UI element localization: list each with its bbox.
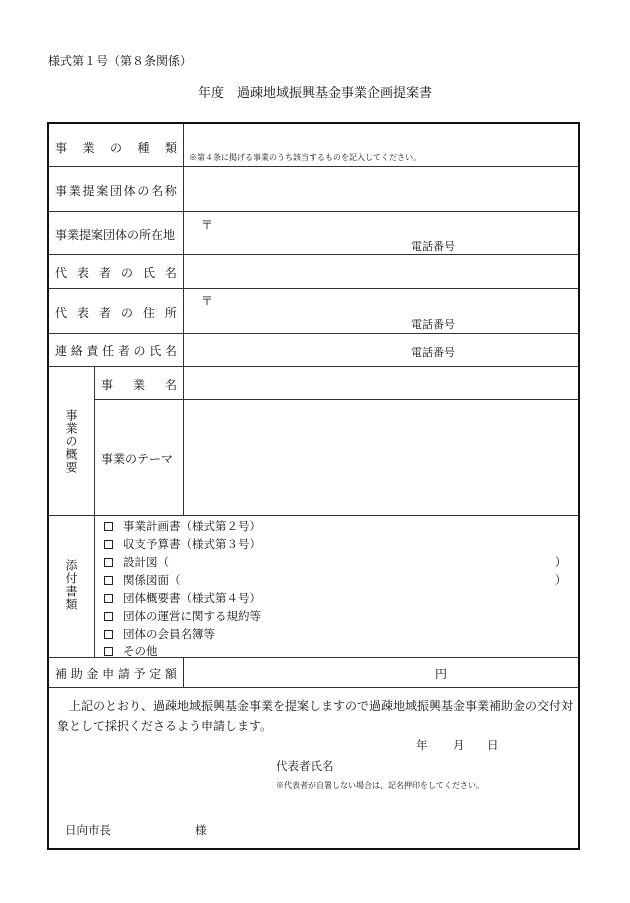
rep-name-input[interactable] (189, 258, 574, 284)
label-project-name: 事 業 名 (101, 378, 177, 392)
row-divider (49, 366, 578, 367)
subsidy-input[interactable] (189, 661, 429, 683)
date-day: 日 (487, 738, 499, 752)
row-divider (49, 333, 578, 334)
signature-input[interactable] (349, 756, 569, 774)
close-paren: ） (555, 573, 567, 587)
date-month: 月 (453, 738, 465, 752)
label-kind: 事 業 の 種 類 (55, 141, 177, 155)
attachment-item[interactable]: 団体概要書（様式第４号） (104, 590, 261, 606)
label-subsidy: 補 助 金 申 請 予 定 額 (55, 667, 177, 681)
proposal-form (47, 122, 580, 850)
attachment-item[interactable]: 収支予算書（様式第３号） (104, 536, 261, 552)
addressee-honorific: 様 (195, 823, 207, 837)
postal-mark: 〒 (201, 294, 214, 308)
attachment-item[interactable]: 設計図（ (104, 554, 169, 570)
column-divider (94, 366, 95, 657)
org-address-input[interactable] (219, 216, 574, 250)
checkbox[interactable] (104, 540, 113, 549)
phone-label: 電話番号 (411, 318, 455, 331)
org-name-input[interactable] (189, 172, 574, 206)
label-rep-name: 代 表 者 の 氏 名 (55, 266, 177, 280)
row-divider (49, 254, 578, 255)
checkbox[interactable] (104, 522, 113, 531)
column-divider (183, 657, 184, 687)
close-paren: ） (555, 555, 567, 569)
checkbox[interactable] (104, 612, 113, 621)
row-divider (49, 687, 578, 688)
project-name-input[interactable] (189, 370, 574, 395)
theme-input[interactable] (189, 404, 574, 510)
phone-label: 電話番号 (411, 346, 455, 359)
checkbox[interactable] (104, 558, 113, 567)
date-year: 年 (416, 738, 428, 752)
rep-address-input[interactable] (219, 292, 574, 328)
row-divider (49, 288, 578, 289)
postal-mark: 〒 (201, 218, 214, 232)
checkbox[interactable] (104, 630, 113, 639)
attachment-item[interactable]: その他 (104, 643, 158, 659)
phone-label: 電話番号 (411, 240, 455, 253)
page-title: 年度 過疎地域振興基金事業企画提案書 (197, 86, 432, 101)
signature-label: 代表者氏名 (276, 759, 334, 773)
label-org-address: 事業提案団体の所在地 (55, 228, 176, 242)
kind-input[interactable] (189, 128, 574, 148)
attachment-item[interactable]: 団体の会員名簿等 (104, 626, 215, 642)
declaration-text: 上記のとおり、過疎地域振興基金事業を提案しますので過疎地域振興基金事業補助金の交付対象として採択くださるよう申請します。 (57, 699, 574, 733)
attachment-item[interactable]: 事業計画書（様式第２号） (104, 518, 261, 534)
label-contact: 連 絡 責 任 者 の 氏 名 (55, 344, 177, 358)
column-divider (183, 124, 184, 366)
attachment-item[interactable]: 団体の運営に関する規約等 (104, 608, 261, 624)
checkbox[interactable] (104, 576, 113, 585)
label-org-name: 事 業 提 案 団 体 の 名 称 (55, 184, 177, 198)
label-theme: 事業のテーマ (101, 452, 174, 466)
kind-note: ※第４条に掲げる事業のうち該当するものを記入してください。 (189, 153, 421, 162)
signature-note: ※代表者が自署しない場合は、記名押印をしてください。 (276, 781, 484, 790)
form-number: 様式第１号（第８条関係） (48, 54, 193, 68)
label-attachments: 添付書類 (64, 559, 78, 611)
checkbox[interactable] (104, 647, 113, 656)
checkbox[interactable] (104, 594, 113, 603)
row-divider (49, 211, 578, 212)
row-divider (94, 399, 578, 400)
yen-unit: 円 (435, 667, 448, 681)
addressee-name: 日向市長 (65, 823, 111, 837)
attachment-item[interactable]: 関係図面（ (104, 572, 181, 588)
contact-input[interactable] (189, 337, 404, 362)
row-divider (49, 166, 578, 167)
column-divider (183, 366, 184, 515)
label-overview: 事業の概要 (64, 409, 78, 474)
row-divider (49, 515, 578, 516)
label-rep-address: 代 表 者 の 住 所 (55, 306, 177, 320)
